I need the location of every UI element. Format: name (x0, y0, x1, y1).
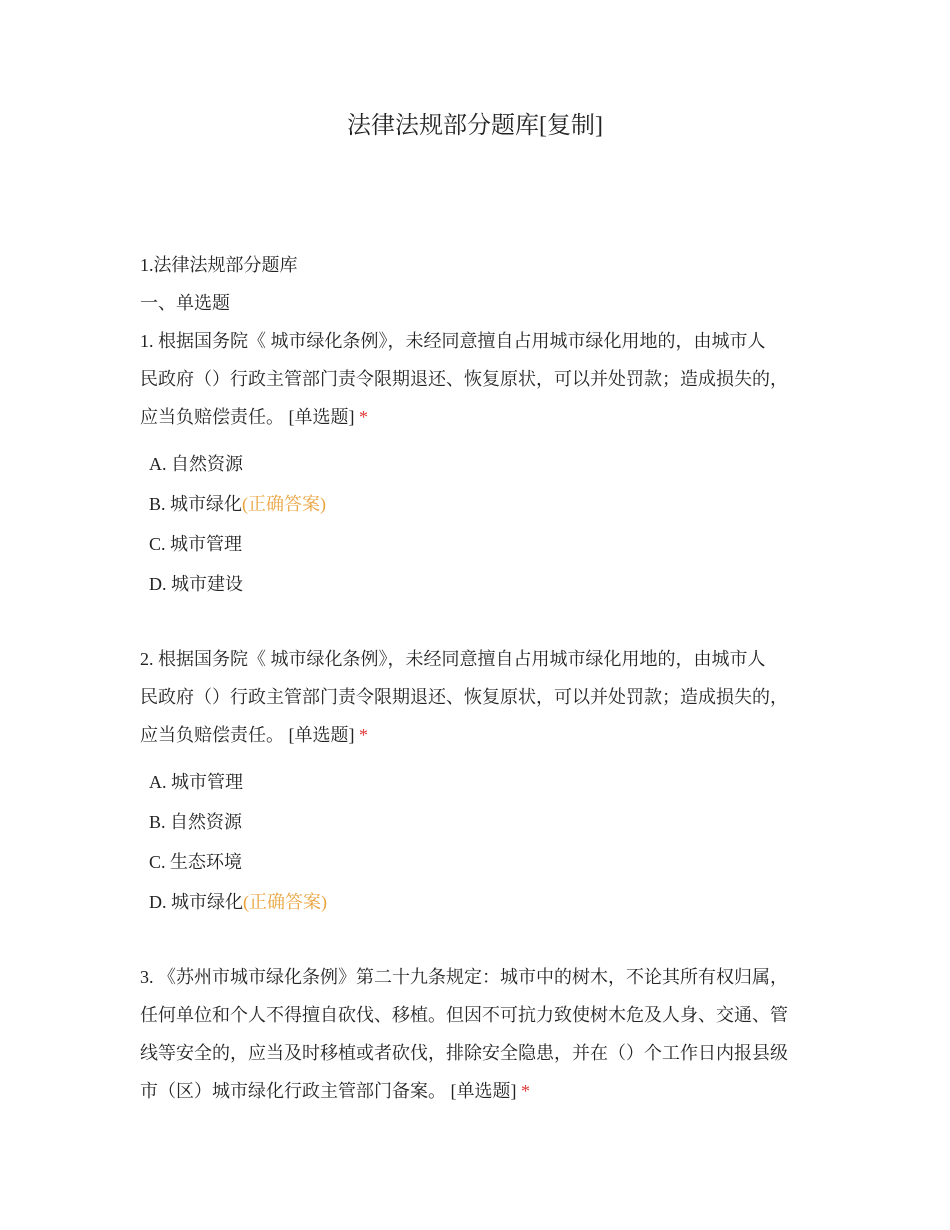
question-3 (140, 958, 820, 1110)
required-star: * (359, 407, 368, 427)
option-label: D. 城市建设 (149, 574, 243, 594)
question-line: 民政府（）行政主管部门责令限期退还、恢复原状，可以并处罚款；造成损失的， (140, 369, 788, 389)
question-line: 线等安全的，应当及时移植或者砍伐，排除安全隐患，并在（）个工作日内报县级 (140, 1043, 788, 1063)
question-line (140, 1072, 820, 1110)
question-line-text: 应当负赔偿责任。 (140, 407, 289, 427)
question-type-label: [单选题] (450, 1081, 517, 1101)
option-list (140, 444, 820, 604)
option-label: C. 城市管理 (149, 534, 243, 554)
question-type-label: [单选题] (288, 407, 355, 427)
required-star: * (521, 1081, 530, 1101)
question-line: 任何单位和个人不得擅自砍伐、移植。但因不可抗力致使树木危及人身、交通、管 (140, 1005, 788, 1025)
question-line-text: 市（区）城市绿化行政主管部门备案。 (140, 1081, 451, 1101)
question-line (140, 716, 820, 754)
page-title: 法律法规部分题库[复制] (347, 113, 603, 139)
option-label: A. 城市管理 (149, 772, 243, 792)
question-line (140, 398, 820, 436)
part-title: 一、单选题 (140, 293, 230, 313)
question-1 (140, 322, 820, 604)
question-type-label: [单选题] (288, 725, 355, 745)
document-body (140, 246, 820, 1146)
option-d (149, 564, 820, 604)
question-line: 3. 《苏州市城市绿化条例》第二十九条规定：城市中的树木，不论其所有权归属， (140, 967, 788, 987)
option-c (149, 842, 820, 882)
option-label: B. 城市绿化 (149, 494, 243, 514)
question-2 (140, 640, 820, 922)
option-label: D. 城市绿化 (149, 892, 243, 912)
option-c (149, 524, 820, 564)
question-line: 民政府（）行政主管部门责令限期退还、恢复原状，可以并处罚款；造成损失的， (140, 687, 788, 707)
option-b (149, 802, 820, 842)
option-d (149, 882, 820, 922)
required-star: * (359, 725, 368, 745)
correct-answer-tag: (正确答案) (243, 892, 327, 912)
question-text (140, 640, 820, 754)
question-text (140, 958, 820, 1110)
correct-answer-tag: (正确答案) (242, 494, 327, 514)
option-a (149, 762, 820, 802)
option-label: A. 自然资源 (149, 454, 243, 474)
question-line: 2. 根据国务院《 城市绿化条例》，未经同意擅自占用城市绿化用地的，由城市人 (140, 649, 766, 669)
option-b (149, 484, 820, 524)
option-label: B. 自然资源 (149, 812, 243, 832)
section-title: 1.法律法规部分题库 (140, 255, 298, 275)
option-list (140, 762, 820, 922)
question-text (140, 322, 820, 436)
question-line-text: 应当负赔偿责任。 (140, 725, 289, 745)
option-label: C. 生态环境 (149, 852, 243, 872)
question-line: 1. 根据国务院《 城市绿化条例》，未经同意擅自占用城市绿化用地的，由城市人 (140, 331, 766, 351)
option-a (149, 444, 820, 484)
